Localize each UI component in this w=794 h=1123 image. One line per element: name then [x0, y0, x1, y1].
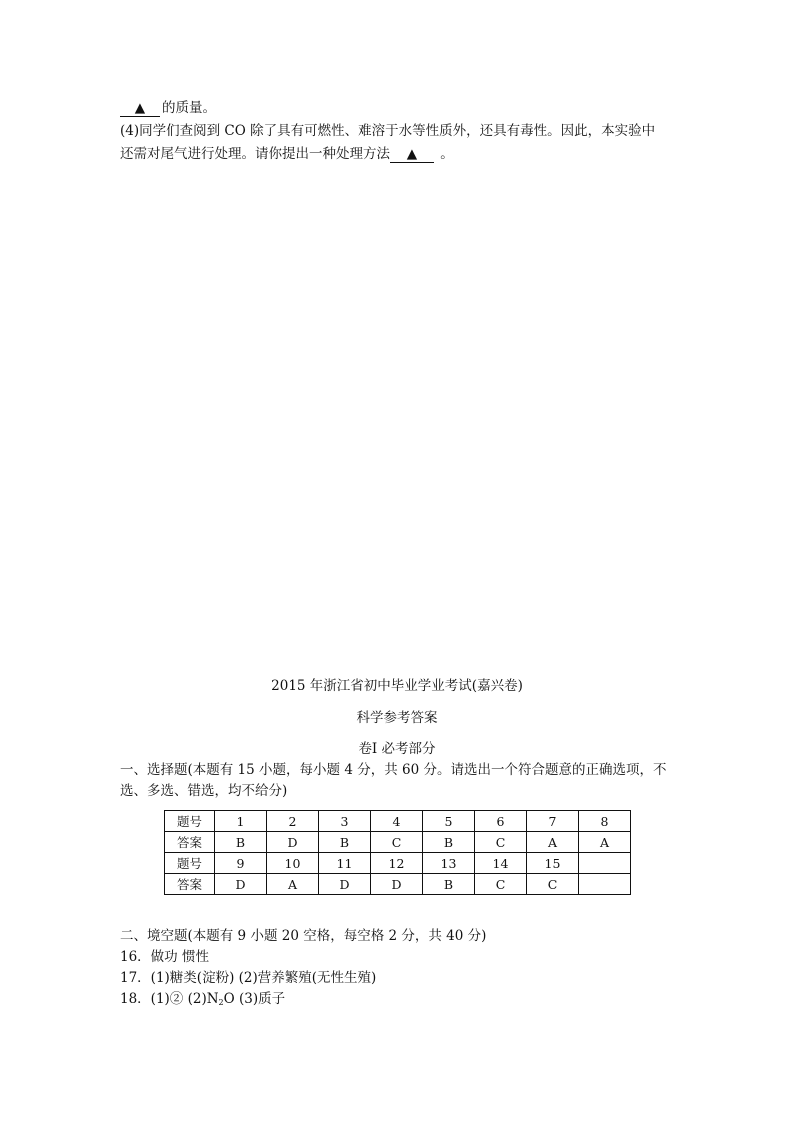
table-cell: B: [319, 832, 371, 853]
table-label: 题号: [165, 853, 215, 874]
line1-text: 的质量。: [162, 100, 216, 116]
table-cell: A: [579, 832, 631, 853]
table-cell: D: [267, 832, 319, 853]
table-cell: B: [215, 832, 267, 853]
table-label: 答案: [165, 832, 215, 853]
triangle-marker-icon: ▲: [134, 100, 146, 116]
table-cell: [579, 853, 631, 874]
answer-table: [164, 810, 631, 895]
table-cell: 10: [267, 853, 319, 874]
exam-title: 2015 年浙江省初中毕业学业考试(嘉兴卷): [271, 678, 523, 694]
fill-in-line-3: [120, 144, 454, 164]
table-cell: 7: [527, 811, 579, 832]
table-cell: 15: [527, 853, 579, 874]
table-cell: 11: [319, 853, 371, 874]
answer-16: 16．做功 惯性: [120, 949, 209, 965]
answer-blank-1[interactable]: [120, 100, 160, 117]
answer-18: [120, 989, 285, 1013]
table-row: [165, 811, 631, 832]
table-cell: 6: [475, 811, 527, 832]
table-cell: 5: [423, 811, 475, 832]
table-label: 答案: [165, 874, 215, 895]
table-cell: 8: [579, 811, 631, 832]
table-row: [165, 853, 631, 874]
table-cell: 1: [215, 811, 267, 832]
table-cell: B: [423, 874, 475, 895]
table-cell: 9: [215, 853, 267, 874]
table-cell: 2: [267, 811, 319, 832]
table-cell: A: [527, 832, 579, 853]
answer-18-suffix: O (3)质子: [223, 991, 286, 1007]
triangle-marker-icon: ▲: [406, 146, 418, 162]
part1-instructions-line1: 一、选择题(本题有 15 小题，每小题 4 分，共 60 分。请选出一个符合题意的正确选项，不: [120, 762, 667, 778]
fill-in-line-1: [120, 98, 216, 118]
table-row: [165, 832, 631, 853]
table-cell: 13: [423, 853, 475, 874]
table-cell: C: [475, 832, 527, 853]
part2-title: 二、境空题(本题有 9 小题 20 空格，每空格 2 分，共 40 分): [120, 928, 487, 944]
table-cell: D: [371, 874, 423, 895]
table-cell: C: [527, 874, 579, 895]
line3-end: 。: [440, 146, 454, 162]
table-cell: 3: [319, 811, 371, 832]
answer-key-subtitle: 科学参考答案: [356, 710, 438, 726]
table-cell: C: [371, 832, 423, 853]
question-4-text: (4)同学们查阅到 CO 除了具有可燃性、难溶于水等性质外，还具有毒性。因此，本实验中: [120, 123, 656, 139]
answer-18-subscript: 2: [218, 998, 224, 1007]
part1-instructions-line2: 选、多选、错选，均不给分): [120, 783, 288, 799]
table-cell: 12: [371, 853, 423, 874]
table-label: 题号: [165, 811, 215, 832]
table-row: [165, 874, 631, 895]
table-cell: B: [423, 832, 475, 853]
table-cell: D: [215, 874, 267, 895]
table-cell: A: [267, 874, 319, 895]
table-cell: C: [475, 874, 527, 895]
table-cell: D: [319, 874, 371, 895]
answer-17: 17．(1)糖类(淀粉) (2)营养繁殖(无性生殖): [120, 970, 377, 986]
table-cell: 4: [371, 811, 423, 832]
table-cell: 14: [475, 853, 527, 874]
table-cell: [579, 874, 631, 895]
line3-text: 还需对尾气进行处理。请你提出一种处理方法: [120, 146, 390, 162]
section-title: 卷Ⅰ 必考部分: [358, 741, 436, 757]
answer-blank-2[interactable]: [390, 146, 434, 163]
answer-18-prefix: 18．(1)② (2)N: [120, 991, 219, 1007]
